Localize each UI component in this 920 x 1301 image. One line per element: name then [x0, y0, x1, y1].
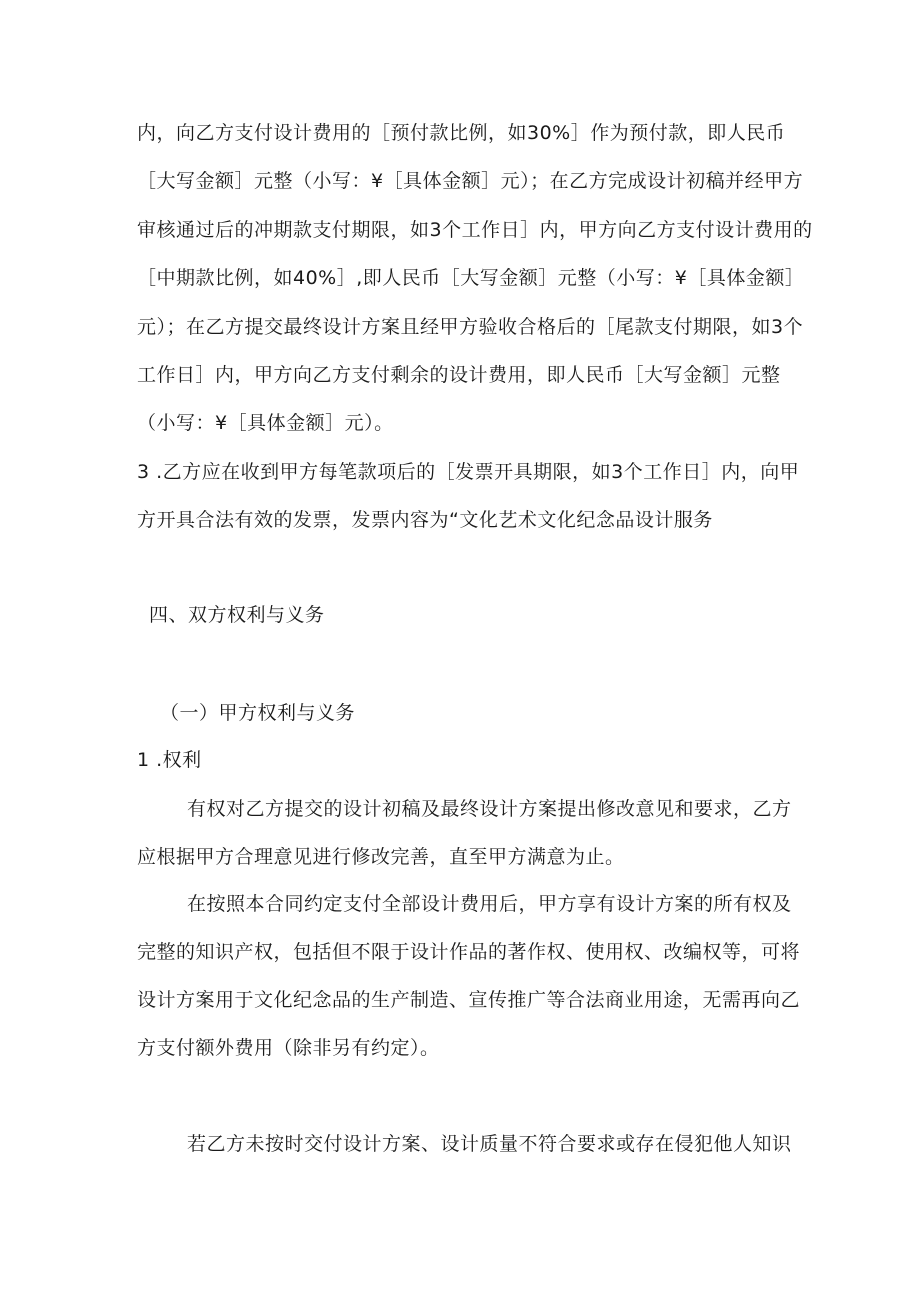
text-line: 在按照本合同约定支付全部设计费用后，甲方享有设计方案的所有权及: [187, 893, 792, 915]
text-line: 审核通过后的冲期款支付期限，如3个工作日］内，甲方向乙方支付设计费用的: [137, 219, 813, 241]
section-heading: 四、双方权利与义务: [149, 604, 325, 626]
text-line: 工作日］内，甲方向乙方支付剩余的设计费用，即人民币［大写金额］元整: [137, 364, 781, 386]
text-line: 方开具合法有效的发票，发票内容为“文化艺术文化纪念品设计服务: [137, 509, 713, 531]
item-heading: 1 .权利: [137, 749, 202, 771]
text-line: 应根据甲方合理意见进行修改完善，直至甲方满意为止。: [137, 846, 625, 868]
text-line: 3 .乙方应在收到甲方每笔款项后的［发票开具期限，如3个工作日］内，向甲: [137, 461, 800, 483]
text-line: （小写：¥［具体金额］元）。: [137, 412, 394, 434]
subsection-heading: （一）甲方权利与义务: [160, 702, 356, 724]
text-line: 有权对乙方提交的设计初稿及最终设计方案提出修改意见和要求，乙方: [187, 798, 792, 820]
text-line: 内，向乙方支付设计费用的［预付款比例，如30%］作为预付款，即人民币: [137, 122, 786, 144]
text-line: ［大写金额］元整（小写：¥［具体金额］元）；在乙方完成设计初稿并经甲方: [137, 170, 804, 192]
text-line: 完整的知识产权，包括但不限于设计作品的著作权、使用权、改编权等，可将: [137, 941, 801, 963]
text-line: 元）；在乙方提交最终设计方案且经甲方验收合格后的［尾款支付期限，如3个: [137, 316, 804, 338]
text-line: 设计方案用于文化纪念品的生产制造、宣传推广等合法商业用途，无需再向乙: [137, 989, 801, 1011]
text-line: 方支付额外费用（除非另有约定）。: [137, 1037, 440, 1059]
text-line: ［中期款比例，如40%］,即人民币［大写金额］元整（小写：¥［具体金额］: [137, 267, 805, 289]
text-line: 若乙方未按时交付设计方案、设计质量不符合要求或存在侵犯他人知识: [187, 1133, 792, 1155]
